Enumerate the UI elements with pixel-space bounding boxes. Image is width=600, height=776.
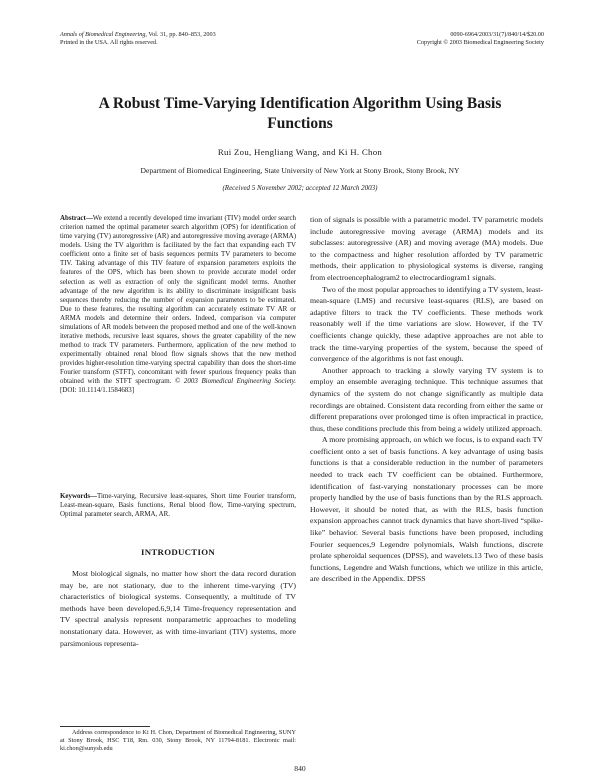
journal-name: Annals of Biomedical Engineering,	[60, 31, 147, 38]
footnote-text: Address correspondence to Ki H. Chon, Department of Biomedical Engineering, SUNY at Stony Brook, HSC T18, Rm. 030, Stony Brook, NY 11794-8181. Electronic mail: ki.chon@sunysb.edu	[60, 729, 296, 753]
volume-pages: Vol. 31, pp. 840–853, 2003	[148, 31, 216, 38]
printed-line: Printed in the USA. All rights reserved.	[60, 39, 158, 46]
introduction-heading: INTRODUCTION	[141, 547, 215, 557]
running-header-right	[417, 31, 544, 47]
abstract-text: We extend a recently developed time invariant (TIV) model order search criterion named the optimal parameter search algorithm (OPS) for identification of time varying (TV) autoregressive (AR) and autoregressive moving average (ARMA) models. Using the TV algorithm is facilitated by the fact that expanding each TV coefficient onto a finite set of basis sequences permits TV parameters to become TIV. Taking advantage of this TIV feature of expansion parameters exploits the features of the OPS, which has been shown to provide accurate model order selection as well as extraction of only the significant model terms. Another advantage of the new algorithm is its ability to discriminate insignificant basis sequences thereby reducing the number of expansion parameters to be estimated. Due to these features, the resulting algorithm can accurately estimate TV AR or ARMA models and determine their orders. Indeed, comparison via computer simulations of AR models between the proposed method and one of the well-known iterative methods, recursive least squares, shows the greater capability of the new method to track TV parameters. Furthermore, application of the new method to experimentally obtained renal blood flow signals shows that the new method provides higher-resolution time-varying spectral capability than does the short-time Fourier transform (STFT), concomitant with fewer spurious frequency peaks than obtained with the STFT spectrogram.	[60, 214, 296, 386]
right-column	[310, 214, 543, 585]
affiliation: Department of Biomedical Engineering, State University of New York at Stony Brook, Stony Brook, NY	[140, 166, 460, 175]
title-line-2: Functions	[267, 115, 333, 132]
introduction-body	[60, 568, 296, 649]
keywords-text: Time-varying, Recursive least-squares, Short time Fourier transform, Least-mean-square, Basis functions, Renal blood flow, Time-varying spectrum, Optimal parameter search, ARMA, AR.	[60, 492, 296, 519]
running-header-left	[60, 31, 216, 47]
keywords	[60, 492, 296, 519]
correspondence-footnote	[60, 729, 296, 754]
page-number: 840	[294, 764, 306, 773]
abstract-copyright: © 2003 Biomedical Engineering Society.	[175, 377, 297, 386]
abstract-label: Abstract—	[60, 214, 93, 222]
right-paragraph: A more promising approach, on which we focus, is to expand each TV coefficient onto a set of basis functions. A key advantage of using basis functions is that a considerable reduction in the number of parameters needed to track each TV coefficient can be obtained. Furthermore, identification of fast-varying nonstationary processes can be more properly handled by the use of basis functions than by the RLS approach. However, it should be noted that, as with the RLS, basis function expansion approaches cannot track dynamics that have short-lived “spike-like” behavior. Several basis functions have been proposed, including Fourier sequences,9 Legendre polynomials, Walsh functions, discrete prolate spheroidal sequences (DPSS), and wavelets.13 Two of these basis functions, Legendre and Walsh functions, which we utilize in this article, are described in the Appendix. DPSS	[310, 435, 543, 584]
intro-paragraph: Most biological signals, no matter how short the data record duration may be, are not stationary, due to the inherent time-varying (TV) characteristics of biological systems. Consequently, a multitude of TV methods have been developed.6,9,14 Time-frequency representation and TV spectral analysis represent nonparametric approaches to modeling nonstationary data. However, as with time-invariant (TIV) systems, more parsimonious representa-	[60, 569, 296, 648]
issn-line: 0090-6964/2003/31(7)/840/14/$20.00	[450, 31, 544, 38]
paper-title	[80, 94, 520, 134]
keywords-label: Keywords—	[60, 492, 97, 500]
footnote-rule	[60, 726, 150, 727]
right-paragraph: Another approach to tracking a slowly varying TV system is to employ an ensemble averaging technique. This technique assumes that dynamics of the system do not change significantly as multiple data recordings are obtained. Consistent data recording from either the same or different preparations over prolonged time is often impractical in practice, thus, these conditions preclude this from being a widely utilized approach.	[310, 365, 543, 433]
abstract-doi: [DOI: 10.1114/1.1584683]	[60, 386, 135, 395]
author-list: Rui Zou, Hengliang Wang, and Ki H. Chon	[217, 147, 383, 157]
title-line-1: A Robust Time-Varying Identification Algorithm Using Basis	[98, 95, 502, 112]
received-date: (Received 5 November 2002; accepted 12 March 2003)	[222, 184, 378, 192]
right-paragraph: tion of signals is possible with a parametric model. TV parametric models include autoregressive moving average (ARMA) models and its subclasses: autoregressive (AR) and moving average (MA) models. Due to the compactness and higher resolution afforded by TV parametric methods, their application to physiological systems is diverse, ranging from electroencephalogram2 to electrocardiogram1 signals.	[310, 215, 543, 282]
right-paragraph: Two of the most popular approaches to identifying a TV system, least-mean-square (LMS) and recursive least-squares (RLS), are based on adaptive filters to track the TV coefficients. These methods work reasonably well if the time variations are slow. However, if the TV coefficients change quickly, these adaptive approaches are not able to track the time-varying properties of the system, because the speed of convergence of the algorithms is not fast enough.	[310, 284, 543, 364]
copyright-line: Copyright © 2003 Biomedical Engineering Society	[416, 39, 544, 46]
abstract	[60, 214, 296, 396]
